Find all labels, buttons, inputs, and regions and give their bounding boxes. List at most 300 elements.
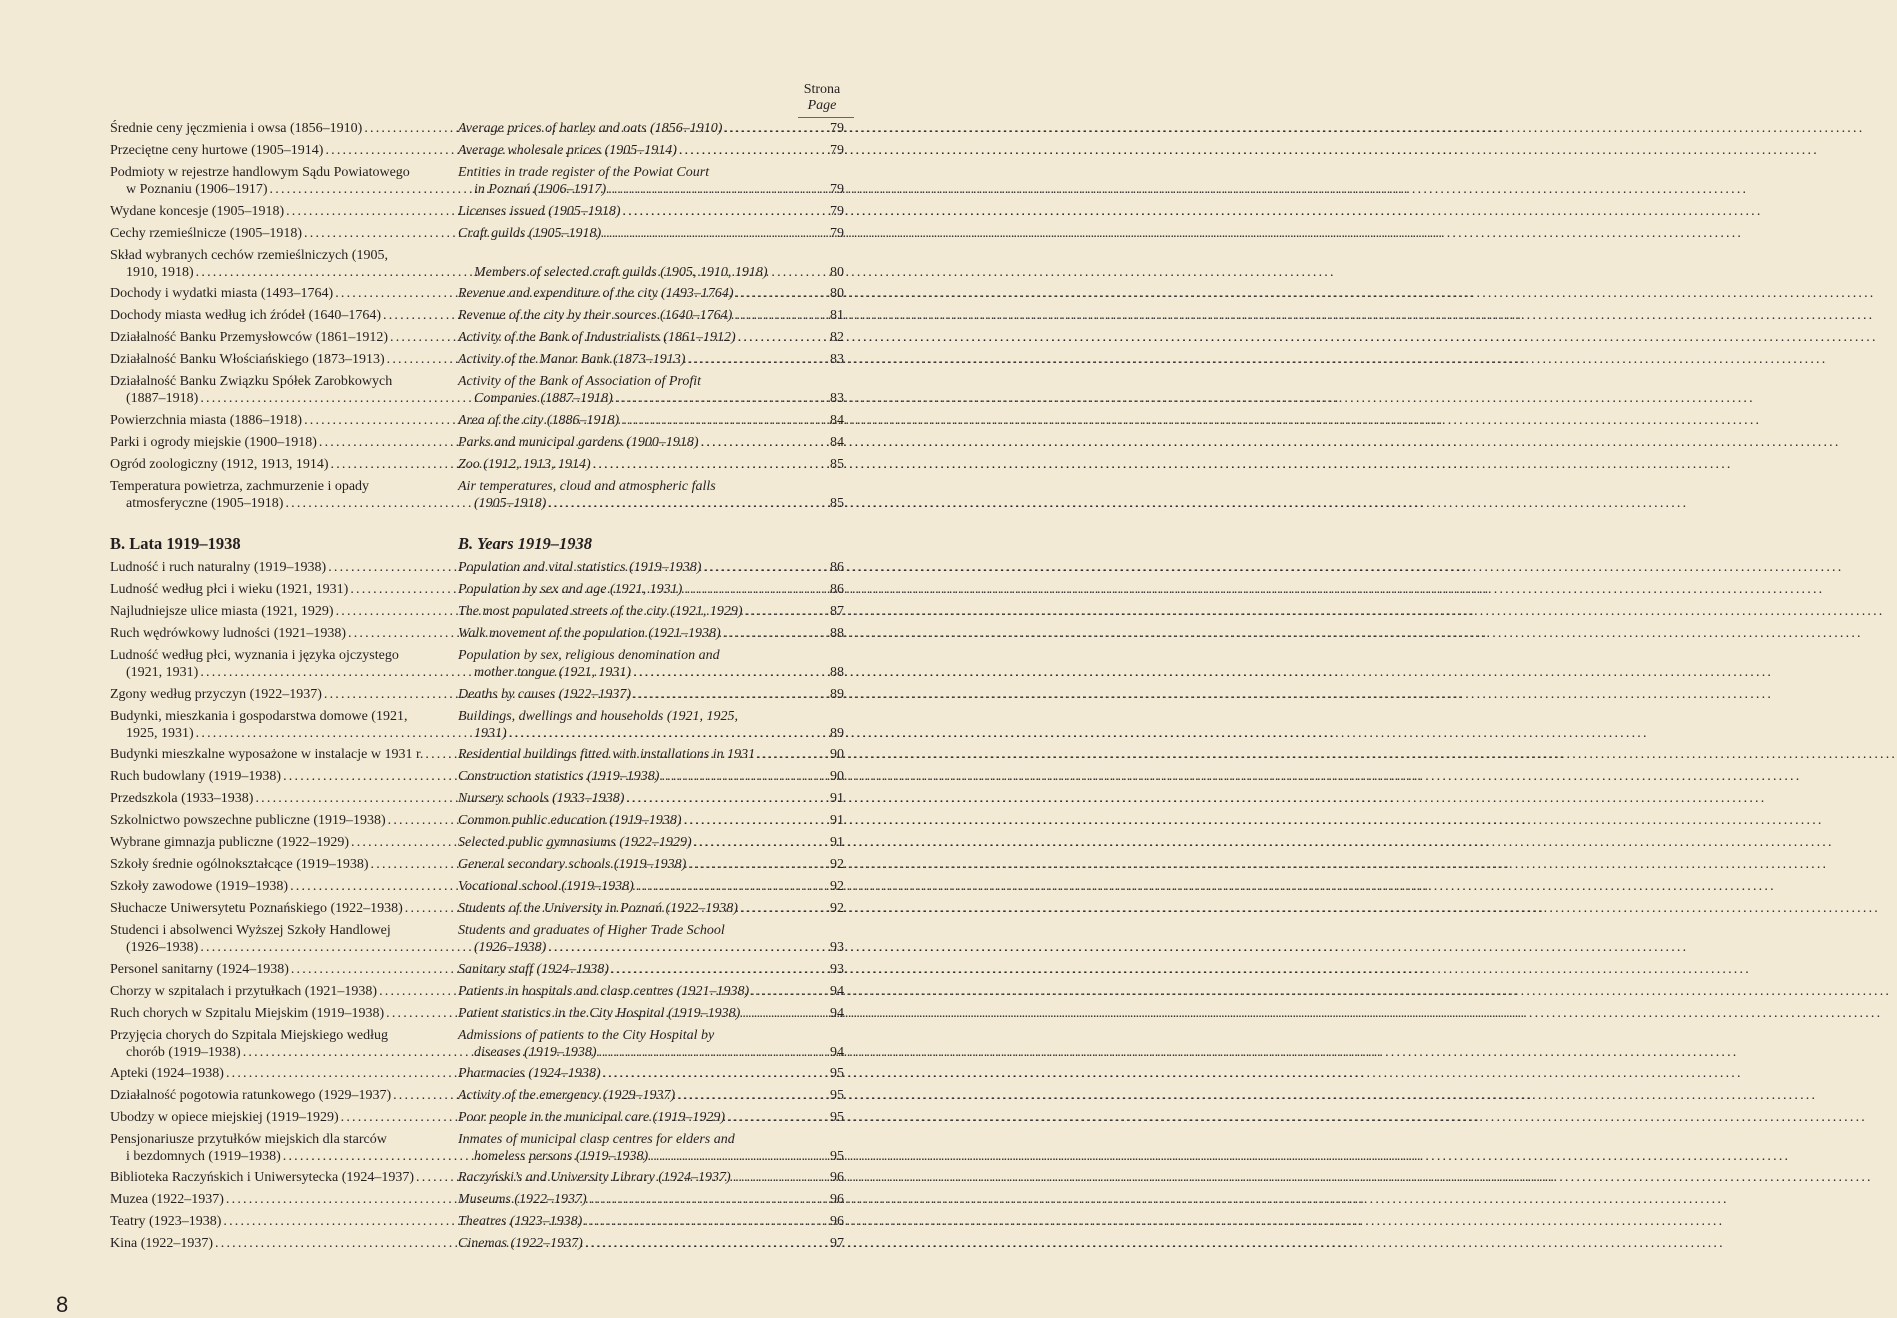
dot-leader bbox=[198, 940, 444, 957]
dot-leader bbox=[740, 1006, 793, 1023]
entry-text: atmosferyczne (1905–1918) bbox=[126, 495, 284, 511]
entry-text: Buildings, dwellings and households (1921, 1925, bbox=[458, 709, 738, 724]
dot-leader bbox=[692, 835, 793, 852]
entry-title-pl bbox=[110, 813, 444, 830]
entry-title-pl bbox=[110, 1170, 444, 1187]
page-ref: 90 bbox=[830, 747, 844, 762]
dot-leader bbox=[619, 413, 793, 430]
entry-text: Muzea (1922–1937) bbox=[110, 1192, 224, 1207]
page-ref: 86 bbox=[830, 582, 844, 597]
entry-title-pl bbox=[110, 747, 444, 764]
entry-title-en bbox=[458, 1006, 793, 1023]
dot-leader bbox=[283, 496, 444, 513]
dot-leader bbox=[613, 391, 793, 408]
page-ref: 79 bbox=[830, 181, 844, 197]
page-ref: 92 bbox=[830, 879, 844, 894]
entry-text: Vocational school (1919–1938) bbox=[458, 879, 634, 894]
entry-text: The most populated streets of the city (1921, 1929) bbox=[458, 604, 743, 619]
entry-text: Activity of the Bank of Industrialists (1861–1912) bbox=[458, 330, 736, 345]
entry-title-pl bbox=[110, 984, 444, 1001]
entry-title-en bbox=[458, 1066, 793, 1083]
entry-text: Personel sanitarny (1924–1938) bbox=[110, 962, 289, 977]
page-ref: 94 bbox=[830, 1044, 844, 1060]
dot-leader bbox=[333, 286, 444, 303]
entry-text: Szkoły średnie ogólnokształcące (1919–1938) bbox=[110, 857, 369, 872]
dot-leader bbox=[362, 121, 444, 138]
page-ref: 83 bbox=[830, 352, 844, 367]
entry-text: i bezdomnych (1919–1938) bbox=[126, 1148, 281, 1164]
entry-text: Ogród zoologiczny (1912, 1913, 1914) bbox=[110, 457, 329, 472]
entry-text: Admissions of patients to the City Hospital by bbox=[458, 1028, 715, 1043]
entry-text: Residential buildings fitted with installations in 1931 bbox=[458, 747, 756, 762]
dot-leader bbox=[253, 791, 444, 808]
entry-text: Entities in trade register of the Powiat Court bbox=[458, 165, 710, 180]
entry-title-pl bbox=[110, 560, 444, 577]
dot-leader bbox=[507, 726, 793, 743]
page-ref: 93 bbox=[830, 939, 844, 955]
entry-text: Sanitary staff (1924–1938) bbox=[458, 962, 609, 977]
entry-title-en bbox=[458, 374, 793, 407]
entry-text: Inmates of municipal clasp centres for elders and bbox=[458, 1132, 735, 1147]
page-ref: 82 bbox=[830, 330, 844, 345]
entry-title-pl bbox=[110, 879, 444, 896]
dot-leader bbox=[634, 879, 793, 896]
page-ref: 92 bbox=[830, 901, 844, 916]
dot-leader bbox=[377, 984, 444, 1001]
dot-leader bbox=[194, 726, 444, 743]
entry-text: Skład wybranych cechów rzemieślniczych (1905, bbox=[110, 248, 388, 263]
entry-text: Activity of the Bank of Association of Profit bbox=[458, 374, 702, 389]
dot-leader bbox=[749, 984, 793, 1001]
entry-text: Museums (1922–1937) bbox=[458, 1192, 587, 1207]
entry-title-pl bbox=[110, 121, 444, 138]
entry-text: Common public education (1919–1938) bbox=[458, 813, 682, 828]
page-ref: 91 bbox=[830, 813, 844, 828]
entry-title-en bbox=[458, 1028, 793, 1061]
entry-text: Działalność Banku Przemysłowców (1861–1912) bbox=[110, 330, 388, 345]
entry-text: (1887–1918) bbox=[126, 390, 199, 406]
entry-text: Ludność według płci, wyznania i języka ojczystego bbox=[110, 648, 399, 663]
entry-title-pl bbox=[110, 1110, 444, 1127]
page-number: 8 bbox=[56, 1292, 69, 1317]
entry-title-pl bbox=[110, 352, 444, 369]
entry-text: diseases (1919–1938) bbox=[474, 1044, 597, 1060]
page-ref: 89 bbox=[830, 687, 844, 702]
dot-leader bbox=[403, 901, 444, 918]
entry-text: Nursery schools (1933–1938) bbox=[458, 791, 625, 806]
entry-text: (1926–1938) bbox=[474, 939, 547, 955]
entry-title-pl bbox=[110, 791, 444, 808]
entry-text: Cechy rzemieślnicze (1905–1918) bbox=[110, 226, 303, 241]
entry-text: Pharmacies (1924–1938) bbox=[458, 1066, 601, 1081]
entry-title-en bbox=[458, 648, 793, 681]
entry-title-pl bbox=[110, 1236, 444, 1253]
entry-text: Ubodzy w opiece miejskiej (1919–1929) bbox=[110, 1110, 339, 1125]
dot-leader bbox=[597, 1045, 794, 1062]
entry-title-pl bbox=[110, 457, 444, 474]
dot-leader bbox=[194, 265, 444, 282]
entry-title-en bbox=[458, 984, 793, 1001]
entry-text: Patient statistics in the City Hospital (1919–1938) bbox=[458, 1006, 741, 1021]
entry-text: Patients in hospitals and clasp centres (1921–1938) bbox=[458, 984, 750, 999]
entry-text: Construction statistics (1919–1938) bbox=[458, 769, 660, 784]
entry-title-pl bbox=[110, 687, 444, 704]
dot-leader bbox=[606, 182, 793, 199]
entry-title-en bbox=[458, 204, 793, 221]
entry-text: Powierzchnia miasta (1886–1918) bbox=[110, 413, 303, 428]
entry-title-pl bbox=[110, 604, 444, 621]
entry-title-pl bbox=[110, 769, 444, 786]
entry-text: Population and vital statistics (1919–1938) bbox=[458, 560, 702, 575]
entry-title-pl bbox=[110, 374, 444, 407]
entry-title-en bbox=[458, 435, 793, 452]
entry-title-en bbox=[458, 226, 793, 243]
dot-leader bbox=[685, 352, 793, 369]
entry-text: Licenses issued (1905–1918) bbox=[458, 204, 621, 219]
page-ref: 88 bbox=[830, 626, 844, 641]
entry-text: Parki i ogrody miejskie (1900–1918) bbox=[110, 435, 317, 450]
entry-title-en bbox=[458, 1192, 793, 1209]
entry-text: (1905–1918) bbox=[474, 495, 547, 511]
entry-title-en bbox=[458, 560, 793, 577]
page-ref: 95 bbox=[830, 1148, 844, 1164]
dot-leader bbox=[587, 1192, 793, 1209]
entry-text: Budynki, mieszkania i gospodarstwa domowe (1921, bbox=[110, 709, 408, 724]
entry-title-pl bbox=[110, 143, 444, 160]
entry-title-pl bbox=[110, 923, 444, 956]
entry-title-en bbox=[458, 687, 793, 704]
page-label: Page bbox=[807, 98, 837, 113]
entry-title-en bbox=[458, 879, 793, 896]
dot-leader bbox=[284, 204, 444, 221]
entry-text: Poor people in the municipal care (1919–1929) bbox=[458, 1110, 725, 1125]
entry-text: Ruch wędrówkowy ludności (1921–1938) bbox=[110, 626, 347, 641]
dot-leader bbox=[423, 747, 444, 764]
entry-text: w Poznaniu (1906–1917) bbox=[126, 181, 268, 197]
entry-text: Wydane koncesje (1905–1918) bbox=[110, 204, 285, 219]
dot-leader bbox=[624, 791, 793, 808]
entry-title-en bbox=[458, 1132, 793, 1165]
entry-text: Budynki mieszkalne wyposażone w instalacje w 1931 r. bbox=[110, 747, 424, 762]
page-ref: 95 bbox=[830, 1110, 844, 1125]
entry-text: Zgony według przyczyn (1922–1937) bbox=[110, 687, 322, 702]
page-ref: 86 bbox=[830, 560, 844, 575]
dot-leader bbox=[725, 1110, 793, 1127]
dot-leader bbox=[268, 182, 444, 199]
entry-title-pl bbox=[110, 435, 444, 452]
page-ref: 84 bbox=[830, 413, 844, 428]
dot-leader bbox=[609, 962, 793, 979]
dot-leader bbox=[686, 857, 793, 874]
dot-leader bbox=[322, 687, 444, 704]
dot-leader bbox=[281, 1149, 444, 1166]
dot-leader bbox=[326, 560, 444, 577]
page-ref: 85 bbox=[830, 457, 844, 472]
entry-text: Kina (1922–1937) bbox=[110, 1236, 214, 1251]
entry-title-en bbox=[458, 923, 793, 956]
entry-text: Ruch budowlany (1919–1938) bbox=[110, 769, 282, 784]
entry-text: Selected public gymnasiums (1922–1929) bbox=[458, 835, 692, 850]
page-ref: 81 bbox=[830, 308, 844, 323]
entry-text: Average wholesale prices (1905–1914) bbox=[458, 143, 677, 158]
entry-text: Activity of the Manor Bank (1873–1913) bbox=[458, 352, 686, 367]
entry-text: Apteki (1924–1938) bbox=[110, 1066, 224, 1081]
entry-title-pl bbox=[110, 1214, 444, 1231]
dot-leader bbox=[583, 1236, 793, 1253]
dot-leader bbox=[591, 457, 793, 474]
page-ref: 97 bbox=[830, 1236, 844, 1251]
page-ref: 83 bbox=[830, 390, 844, 406]
entry-text: Walk movement of the population (1921–1938) bbox=[458, 626, 721, 641]
dot-leader bbox=[381, 308, 444, 325]
entry-text: Population by sex and age (1921, 1931) bbox=[458, 582, 683, 597]
page-ref: 84 bbox=[830, 435, 844, 450]
header-rule bbox=[798, 117, 854, 118]
page-ref: 79 bbox=[830, 121, 844, 136]
entry-text: mother tongue (1921, 1931) bbox=[474, 664, 632, 680]
entry-text: Wybrane gimnazja publiczne (1922–1929) bbox=[110, 835, 350, 850]
entry-text: Members of selected craft guilds (1905, 1910, 1918) bbox=[474, 264, 768, 280]
entry-text: Parks and municipal gardens (1900–1918) bbox=[458, 435, 699, 450]
entry-title-pl bbox=[110, 226, 444, 243]
page-ref: 94 bbox=[830, 1006, 844, 1021]
entry-title-pl bbox=[110, 901, 444, 918]
entry-title-en bbox=[458, 308, 793, 325]
entry-title-en bbox=[458, 1214, 793, 1231]
dot-leader bbox=[224, 1066, 444, 1083]
dot-leader bbox=[601, 1066, 793, 1083]
entry-title-pl bbox=[110, 308, 444, 325]
entry-text: Students and graduates of Higher Trade School bbox=[458, 923, 725, 938]
entry-text: Average prices of barley and oats (1856–1910) bbox=[458, 121, 723, 136]
page-ref: 79 bbox=[830, 143, 844, 158]
dot-leader bbox=[323, 143, 444, 160]
entry-title-pl bbox=[110, 286, 444, 303]
page-ref: 88 bbox=[830, 664, 844, 680]
page-ref: 93 bbox=[830, 962, 844, 977]
entry-text: Działalność Banku Włościańskiego (1873–1913) bbox=[110, 352, 385, 367]
entry-text: Temperatura powietrza, zachmurzenie i opady bbox=[110, 479, 370, 494]
entry-title-pl bbox=[110, 1066, 444, 1083]
dot-leader bbox=[631, 665, 793, 682]
dot-leader bbox=[198, 665, 444, 682]
entry-text: Air temperatures, cloud and atmospheric falls bbox=[458, 479, 716, 494]
entry-text: (1921, 1931) bbox=[126, 664, 199, 680]
dot-leader bbox=[349, 835, 444, 852]
entry-text: General secondary schools (1919–1938) bbox=[458, 857, 687, 872]
entry-title-en bbox=[458, 626, 793, 643]
dot-leader bbox=[385, 352, 444, 369]
dot-leader bbox=[241, 1045, 444, 1062]
page-column-header bbox=[790, 82, 854, 114]
dot-leader bbox=[414, 1170, 444, 1187]
page-ref: 96 bbox=[830, 1214, 844, 1229]
dot-leader bbox=[289, 962, 444, 979]
dot-leader bbox=[659, 769, 793, 786]
entry-text: 1910, 1918) bbox=[126, 264, 194, 280]
entry-text: Przedszkola (1933–1938) bbox=[110, 791, 254, 806]
entry-title-pl bbox=[110, 626, 444, 643]
entry-text: Słuchacze Uniwersytetu Poznańskiego (1922–1938) bbox=[110, 901, 403, 916]
page-ref: 79 bbox=[830, 226, 844, 241]
page-ref: 92 bbox=[830, 857, 844, 872]
entry-title-pl bbox=[110, 413, 444, 430]
dot-leader bbox=[755, 747, 793, 764]
dot-leader bbox=[221, 1214, 444, 1231]
dot-leader bbox=[621, 204, 793, 221]
page-ref: 90 bbox=[830, 769, 844, 784]
entry-text: homeless persons (1919–1938) bbox=[474, 1148, 649, 1164]
entry-text: Revenue and expenditure of the city (1493–1764) bbox=[458, 286, 734, 301]
strona-label: Strona bbox=[803, 82, 841, 97]
entry-title-en bbox=[458, 1110, 793, 1127]
entry-title-pl bbox=[110, 204, 444, 221]
page-ref: 91 bbox=[830, 835, 844, 850]
dot-leader bbox=[546, 940, 793, 957]
entry-title-en bbox=[458, 413, 793, 430]
page-ref: 95 bbox=[830, 1088, 844, 1103]
dot-leader bbox=[329, 457, 444, 474]
dot-leader bbox=[743, 604, 794, 621]
entry-text: Population by sex, religious denomination and bbox=[458, 648, 720, 663]
entry-title-en bbox=[458, 479, 793, 512]
entry-title-en bbox=[458, 857, 793, 874]
entry-text: Przyjęcia chorych do Szpitala Miejskiego według bbox=[110, 1028, 388, 1043]
page-ref: 96 bbox=[830, 1192, 844, 1207]
dot-leader bbox=[302, 413, 444, 430]
dot-leader bbox=[631, 687, 793, 704]
entry-text: Raczyński’s and University Library (1924–1937) bbox=[458, 1170, 731, 1185]
entry-text: Cinemas (1922–1937) bbox=[458, 1236, 583, 1251]
entry-title-en bbox=[458, 1236, 793, 1253]
section-heading-pl: B. Lata 1919–1938 bbox=[110, 534, 241, 553]
entry-title-en bbox=[458, 769, 793, 786]
entry-title-en bbox=[458, 143, 793, 160]
entry-title-pl bbox=[110, 479, 444, 512]
entry-title-en bbox=[458, 330, 793, 347]
entry-title-en bbox=[458, 165, 793, 198]
dot-leader bbox=[648, 1149, 793, 1166]
entry-title-en bbox=[458, 901, 793, 918]
entry-title-pl bbox=[110, 582, 444, 599]
dot-leader bbox=[384, 1006, 444, 1023]
entry-text: Najludniejsze ulice miasta (1921, 1929) bbox=[110, 604, 334, 619]
entry-text: Działalność pogotowia ratunkowego (1929–1937) bbox=[110, 1088, 392, 1103]
entry-text: Przeciętne ceny hurtowe (1905–1914) bbox=[110, 143, 324, 158]
entry-title-pl bbox=[110, 330, 444, 347]
entry-text: in Poznań (1906–1917) bbox=[474, 181, 607, 197]
entry-text: Pensjonariusze przytułków miejskich dla starców bbox=[110, 1132, 387, 1147]
dot-leader bbox=[288, 879, 444, 896]
dot-leader bbox=[601, 226, 793, 243]
dot-leader bbox=[677, 143, 793, 160]
entry-title-pl bbox=[110, 1006, 444, 1023]
entry-title-en bbox=[458, 835, 793, 852]
dot-leader bbox=[732, 308, 793, 325]
entry-text: (1926–1938) bbox=[126, 939, 199, 955]
entry-text: Podmioty w rejestrze handlowym Sądu Powiatowego bbox=[110, 165, 410, 180]
entry-text: Deaths by causes (1922–1937) bbox=[458, 687, 632, 702]
entry-text: Zoo (1912, 1913, 1914) bbox=[458, 457, 591, 472]
entry-text: Area of the city (1886–1918) bbox=[458, 413, 620, 428]
page-ref: 96 bbox=[830, 1170, 844, 1185]
page-ref: 91 bbox=[830, 791, 844, 806]
entry-text: Biblioteka Raczyńskich i Uniwersytecka (1924–1937) bbox=[110, 1170, 415, 1185]
entry-title-pl bbox=[110, 709, 444, 742]
entry-text: chorób (1919–1938) bbox=[126, 1044, 241, 1060]
dot-leader bbox=[582, 1214, 793, 1231]
dot-leader bbox=[388, 330, 444, 347]
entry-title-en bbox=[458, 121, 793, 138]
page-ref: 80 bbox=[830, 286, 844, 301]
entry-title-en bbox=[458, 813, 793, 830]
entry-text: 1931) bbox=[474, 725, 507, 741]
entry-text: Ruch chorych w Szpitalu Miejskim (1919–1938) bbox=[110, 1006, 385, 1021]
entry-title-en bbox=[458, 582, 793, 599]
dot-leader bbox=[369, 857, 444, 874]
dot-leader bbox=[722, 121, 793, 138]
entry-text: Szkolnictwo powszechne publiczne (1919–1938) bbox=[110, 813, 386, 828]
entry-title-pl bbox=[110, 835, 444, 852]
dot-leader bbox=[317, 435, 444, 452]
page-ref: 94 bbox=[830, 984, 844, 999]
dot-leader bbox=[699, 435, 793, 452]
entry-title-en bbox=[458, 352, 793, 369]
page-ref: 85 bbox=[830, 495, 844, 511]
entry-title-pl bbox=[110, 1132, 444, 1165]
entry-title-en bbox=[458, 1088, 793, 1105]
entry-text: Theatres (1923–1938) bbox=[458, 1214, 583, 1229]
entry-title-pl bbox=[110, 648, 444, 681]
entry-title-en bbox=[458, 1170, 793, 1187]
dot-leader bbox=[224, 1192, 444, 1209]
dot-leader bbox=[213, 1236, 444, 1253]
dot-leader bbox=[738, 901, 793, 918]
entry-text: Students of the University in Poznań (1922–1938) bbox=[458, 901, 738, 916]
entry-title-pl bbox=[110, 1192, 444, 1209]
dot-leader bbox=[731, 1170, 793, 1187]
dot-leader bbox=[682, 582, 793, 599]
dot-leader bbox=[391, 1088, 444, 1105]
dot-leader bbox=[281, 769, 444, 786]
entry-text: Companies (1887–1918) bbox=[474, 390, 613, 406]
dot-leader bbox=[339, 1110, 444, 1127]
entry-title-en bbox=[458, 604, 793, 621]
dot-leader bbox=[675, 1088, 793, 1105]
page-ref: 87 bbox=[830, 604, 844, 619]
dot-leader bbox=[546, 496, 793, 513]
dot-leader bbox=[721, 626, 793, 643]
page-ref: 80 bbox=[830, 264, 844, 280]
entry-title-pl bbox=[110, 248, 444, 281]
entry-text: Ludność według płci i wieku (1921, 1931) bbox=[110, 582, 349, 597]
entry-title-en bbox=[458, 248, 793, 281]
entry-title-pl bbox=[110, 1088, 444, 1105]
dot-leader bbox=[736, 330, 793, 347]
entry-text: Revenue of the city by their sources (1640–1764) bbox=[458, 308, 733, 323]
dot-leader bbox=[348, 582, 444, 599]
entry-title-en bbox=[458, 709, 793, 742]
dot-leader bbox=[302, 226, 444, 243]
dot-leader bbox=[734, 286, 794, 303]
entry-text: Średnie ceny jęczmienia i owsa (1856–1910) bbox=[110, 121, 363, 136]
entry-text: Szkoły zawodowe (1919–1938) bbox=[110, 879, 289, 894]
dot-leader bbox=[198, 391, 444, 408]
entry-title-en bbox=[458, 962, 793, 979]
entry-text: Activity of the emergency (1929–1937) bbox=[458, 1088, 676, 1103]
dot-leader bbox=[386, 813, 444, 830]
page-ref: 89 bbox=[830, 725, 844, 741]
